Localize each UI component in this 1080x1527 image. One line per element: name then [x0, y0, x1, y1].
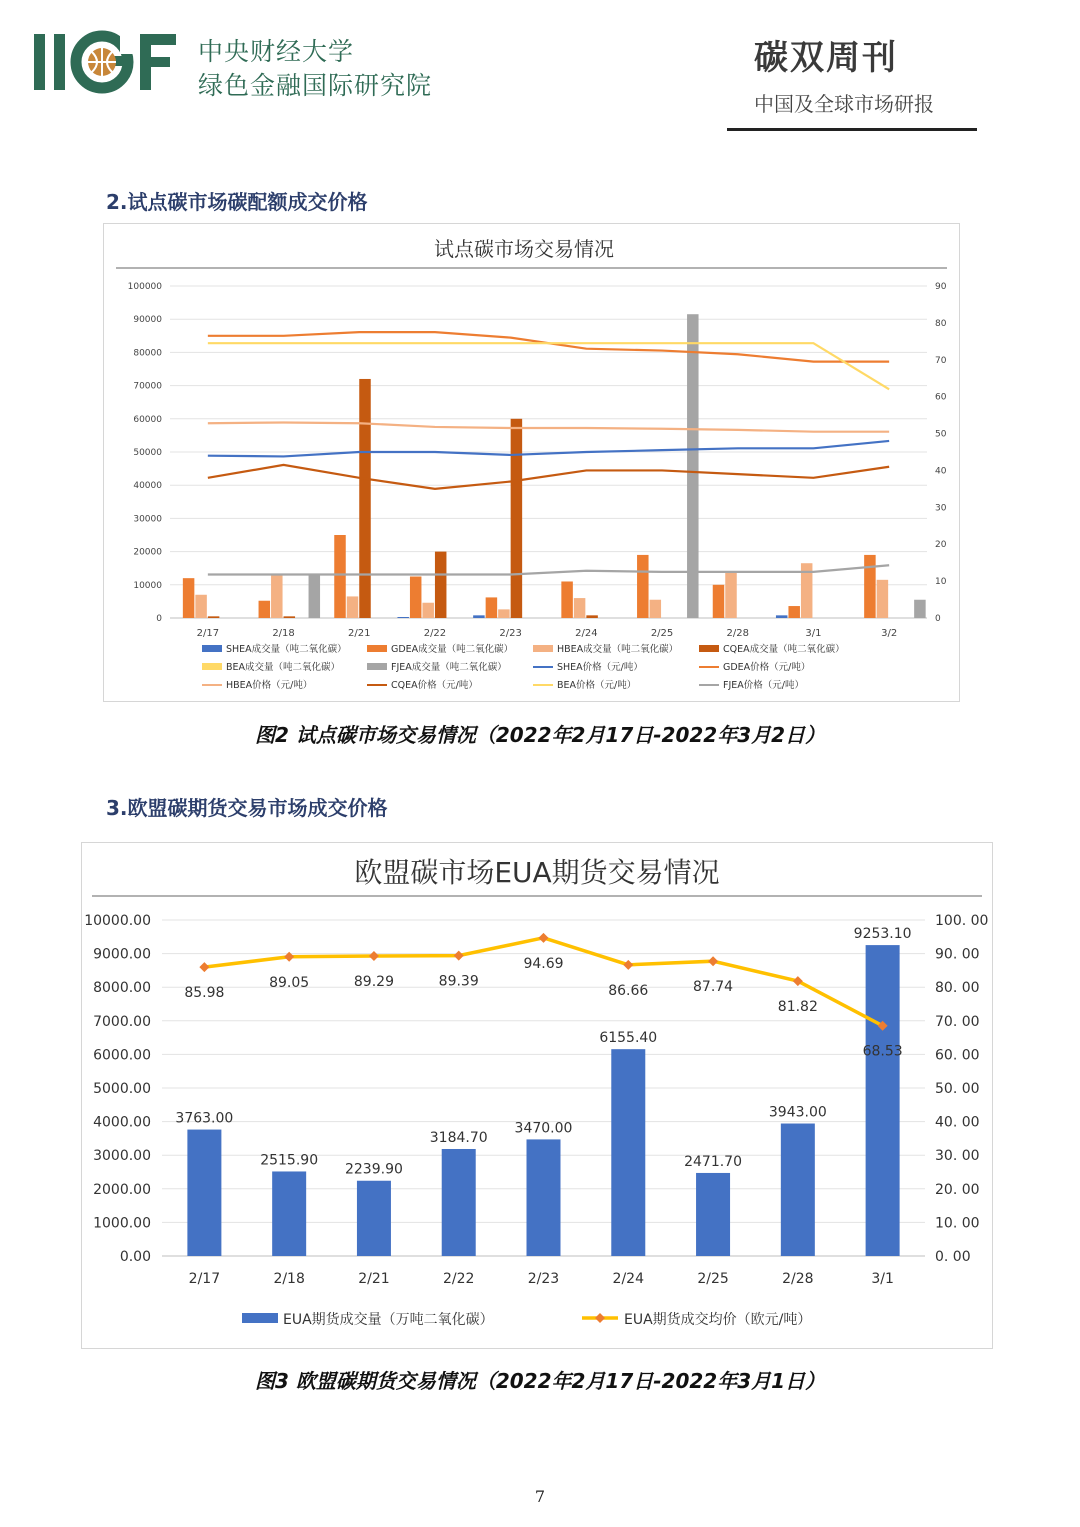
y-tick-label: 90000: [133, 315, 162, 326]
y-tick-label: 10000: [133, 580, 162, 591]
section-heading-eu-futures: 3.欧盟碳期货交易市场成交价格: [106, 796, 388, 820]
price-data-label: 89.39: [438, 973, 479, 990]
legend-label-3: HBEA成交量（吨二氧化碳）: [557, 644, 679, 655]
volume-bar-5: [527, 1139, 561, 1256]
section-heading-pilot-prices: 2.试点碳市场碳配额成交价格: [106, 190, 368, 214]
header-divider: [727, 128, 977, 131]
bar-6-2: [309, 575, 321, 618]
publication-title: 碳双周刊: [754, 38, 898, 78]
legend-swatch-5: [202, 663, 222, 670]
y-tick-label: 7000.00: [93, 1013, 151, 1030]
x-tick-label: 2/17: [196, 628, 220, 639]
legend-swatch-3: [533, 645, 553, 652]
legend-swatch-1: [202, 645, 222, 652]
y2-tick-label: 0. 00: [935, 1249, 971, 1265]
x-tick-label: 3/2: [881, 628, 898, 639]
y-tick-label: 9000.00: [93, 946, 151, 963]
bar-2-10: [864, 555, 876, 618]
y2-tick-label: 100. 00: [935, 913, 989, 929]
volume-bar-7: [696, 1173, 730, 1256]
legend-label-6: FJEA成交量（吨二氧化碳）: [391, 662, 507, 673]
legend-label-2: GDEA成交量（吨二氧化碳）: [391, 644, 514, 655]
org-name-line1: 中央财经大学: [198, 37, 355, 66]
y-tick-label: 70000: [133, 381, 162, 392]
org-name-line2: 绿色金融国际研究院: [198, 71, 433, 100]
legend-swatch-6: [367, 663, 387, 670]
x-tick-label: 2/21: [358, 1271, 390, 1287]
y-tick-label: 0: [156, 614, 162, 624]
y2-tick-label: 80. 00: [935, 980, 980, 997]
x-tick-label: 3/1: [805, 628, 822, 639]
bar-6-10: [914, 600, 926, 618]
legend-label-volume: EUA期货成交量（万吨二氧化碳）: [283, 1312, 494, 1328]
y-tick-label: 50000: [133, 448, 162, 458]
bar-3-1: [195, 595, 207, 618]
x-tick-label: 2/24: [575, 628, 598, 639]
legend-label-9: HBEA价格（元/吨）: [226, 680, 313, 691]
volume-data-label: 2515.90: [260, 1152, 319, 1169]
volume-bar-4: [442, 1149, 476, 1256]
y-tick-label: 4000.00: [93, 1114, 151, 1131]
bar-3-6: [574, 598, 586, 618]
iigf-logo: [32, 30, 182, 98]
price-data-label: 68.53: [862, 1043, 903, 1060]
legend-label-7: SHEA价格（元/吨）: [557, 662, 643, 673]
x-tick-label: 2/21: [348, 628, 371, 639]
bar-4-3: [359, 379, 371, 618]
chart-title: 试点碳市场交易情况: [434, 237, 614, 261]
y2-tick-label: 70. 00: [935, 1013, 980, 1030]
x-tick-label: 2/23: [527, 1271, 560, 1287]
y2-tick-label: 60: [935, 392, 947, 403]
price-marker-6: [623, 960, 633, 970]
y-tick-label: 1000.00: [93, 1215, 151, 1232]
iigf-logo-graphic: [32, 30, 182, 94]
legend-label-12: FJEA价格（元/吨）: [723, 680, 804, 691]
y2-tick-label: 50: [935, 429, 947, 440]
y2-tick-label: 10: [935, 577, 947, 588]
x-tick-label: 3/1: [871, 1271, 894, 1287]
price-data-label: 86.66: [608, 982, 649, 999]
price-marker-5: [539, 933, 549, 943]
legend-marker-price: [595, 1313, 605, 1323]
y2-tick-label: 30. 00: [935, 1148, 980, 1165]
volume-data-label: 3943.00: [768, 1104, 827, 1121]
bar-2-1: [183, 578, 195, 618]
x-tick-label: 2/23: [499, 628, 522, 639]
legend-label-4: CQEA成交量（吨二氧化碳）: [723, 644, 845, 655]
bar-4-4: [435, 552, 447, 618]
volume-data-label: 3184.70: [429, 1129, 488, 1146]
y2-tick-label: 40: [935, 466, 947, 477]
bar-2-7: [637, 555, 649, 618]
y-tick-label: 5000.00: [93, 1081, 151, 1097]
legend-swatch-volume: [242, 1313, 278, 1323]
y-tick-label: 30000: [133, 514, 162, 525]
bar-2-6: [561, 581, 573, 618]
y-tick-label: 60000: [133, 414, 162, 425]
publication-subtitle: 中国及全球市场研报: [754, 92, 934, 116]
legend-label-8: GDEA价格（元/吨）: [723, 662, 811, 673]
page-number: 7: [534, 1487, 546, 1506]
figure3-caption: 图3 欧盟碳期货交易情况（2022年2月17日-2022年3月1日）: [254, 1369, 826, 1393]
price-data-label: 85.98: [184, 985, 225, 1002]
volume-bar-2: [272, 1171, 306, 1256]
x-tick-label: 2/18: [272, 628, 295, 639]
pilot-market-chart-svg: [104, 224, 959, 701]
x-tick-label: 2/22: [423, 628, 447, 639]
price-data-label: 94.69: [523, 955, 564, 972]
x-tick-label: 2/17: [188, 1271, 221, 1287]
x-tick-label: 2/28: [782, 1271, 814, 1287]
bar-2-8: [713, 585, 725, 618]
chart-title: 欧盟碳市场EUA期货交易情况: [354, 856, 720, 889]
price-marker-3: [369, 951, 379, 961]
y-tick-label: 10000.00: [84, 913, 151, 929]
bar-3-4: [422, 603, 434, 618]
bar-2-9: [788, 606, 800, 618]
x-tick-label: 2/28: [726, 628, 749, 639]
bar-2-3: [334, 535, 346, 618]
y2-tick-label: 40. 00: [935, 1114, 980, 1131]
y-tick-label: 40000: [133, 481, 162, 492]
volume-data-label: 3470.00: [514, 1120, 573, 1137]
price-marker-1: [199, 962, 209, 972]
eua-futures-chart-svg: [82, 843, 992, 1348]
price-line-1: [208, 441, 889, 456]
y-tick-label: 100000: [127, 282, 162, 292]
legend-label-11: BEA价格（元/吨）: [557, 680, 637, 691]
y2-tick-label: 30: [935, 503, 947, 514]
volume-data-label: 2471.70: [684, 1153, 743, 1170]
y2-tick-label: 50. 00: [935, 1081, 980, 1097]
legend-swatch-2: [367, 645, 387, 652]
bar-3-10: [877, 580, 889, 618]
eua-futures-chart: [81, 842, 993, 1349]
y2-tick-label: 70: [935, 355, 947, 366]
legend-label-10: CQEA价格（元/吨）: [391, 680, 478, 691]
legend-swatch-4: [699, 645, 719, 652]
price-data-label: 89.29: [353, 973, 394, 990]
bar-2-4: [410, 577, 422, 619]
bar-3-3: [347, 596, 359, 618]
y2-tick-label: 60. 00: [935, 1047, 980, 1064]
x-tick-label: 2/18: [273, 1271, 305, 1287]
bar-4-2: [284, 616, 296, 618]
price-data-label: 89.05: [269, 974, 310, 991]
y-tick-label: 0.00: [119, 1249, 151, 1265]
figure2-caption: 图2 试点碳市场交易情况（2022年2月17日-2022年3月2日）: [254, 723, 826, 747]
y-tick-label: 3000.00: [93, 1148, 151, 1165]
x-tick-label: 2/24: [612, 1271, 645, 1287]
bar-4-1: [208, 616, 220, 618]
bar-2-5: [486, 597, 498, 618]
bar-3-2: [271, 575, 283, 618]
volume-bar-1: [187, 1130, 221, 1256]
volume-data-label: 9253.10: [853, 926, 912, 943]
y2-tick-label: 0: [935, 614, 941, 624]
legend-label-1: SHEA成交量（吨二氧化碳）: [226, 644, 347, 655]
volume-bar-6: [611, 1049, 645, 1256]
y-tick-label: 8000.00: [93, 980, 151, 997]
y-tick-label: 6000.00: [93, 1047, 151, 1064]
bar-3-5: [498, 609, 510, 618]
volume-bar-3: [357, 1181, 391, 1256]
x-tick-label: 2/25: [697, 1271, 729, 1287]
volume-bar-8: [781, 1124, 815, 1256]
y2-tick-label: 90: [935, 282, 947, 292]
legend-label-5: BEA成交量（吨二氧化碳）: [226, 662, 341, 673]
price-line-5: [208, 343, 889, 389]
y2-tick-label: 80: [935, 318, 947, 329]
price-line-2: [208, 332, 889, 362]
pilot-market-chart: [103, 223, 960, 702]
y-tick-label: 80000: [133, 348, 162, 359]
bar-1-9: [776, 615, 788, 618]
y2-tick-label: 20. 00: [935, 1181, 980, 1198]
legend-label-price: EUA期货成交均价（欧元/吨）: [624, 1312, 812, 1328]
volume-data-label: 2239.90: [344, 1161, 403, 1178]
price-line-3: [208, 422, 889, 431]
bar-4-6: [586, 615, 598, 618]
y2-tick-label: 10. 00: [935, 1215, 980, 1232]
price-marker-7: [708, 956, 718, 966]
x-tick-label: 2/25: [650, 628, 674, 639]
volume-bar-9: [866, 945, 900, 1256]
bar-3-8: [725, 572, 737, 618]
price-marker-4: [454, 951, 464, 961]
price-data-label: 87.74: [693, 979, 734, 996]
price-line-6: [208, 565, 889, 574]
x-tick-label: 2/22: [442, 1271, 475, 1287]
price-data-label: 81.82: [777, 999, 818, 1016]
y-tick-label: 20000: [133, 547, 162, 558]
y-tick-label: 2000.00: [93, 1181, 151, 1198]
bar-4-5: [511, 419, 523, 618]
y2-tick-label: 90. 00: [935, 946, 980, 963]
bar-1-5: [473, 615, 485, 618]
bar-1-4: [397, 617, 409, 618]
volume-data-label: 3763.00: [175, 1110, 234, 1127]
bar-3-7: [650, 600, 662, 618]
volume-data-label: 6155.40: [599, 1030, 658, 1047]
y2-tick-label: 20: [935, 540, 947, 551]
bar-2-2: [259, 601, 271, 618]
